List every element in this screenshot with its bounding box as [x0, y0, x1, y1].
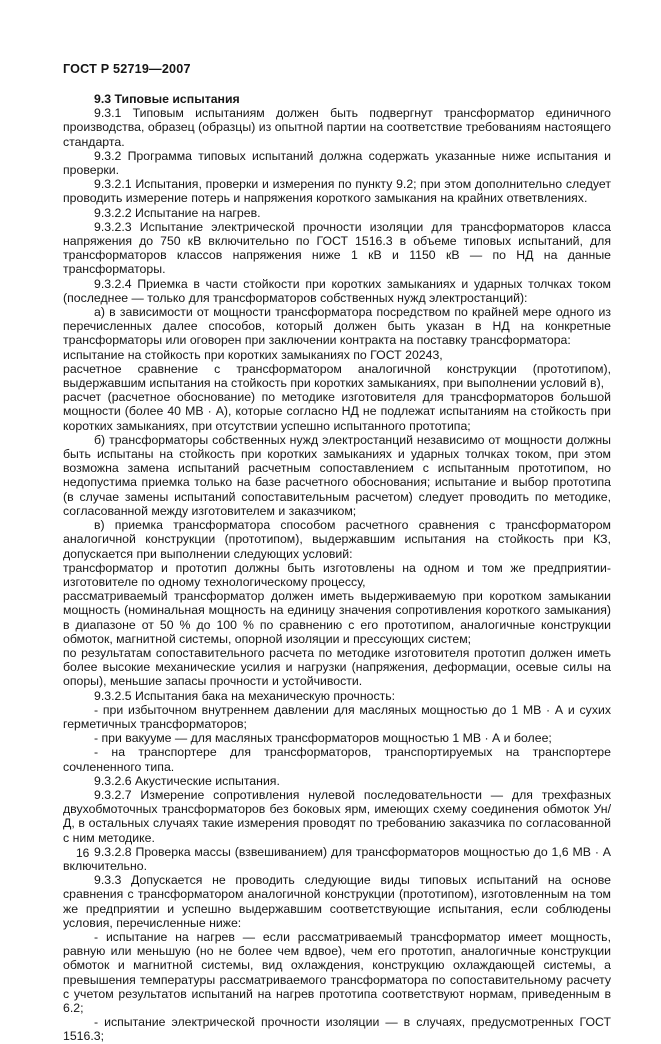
paragraph: - испытание на нагрев — если рассматриваемый трансформатор имеет мощность, равную или меньшую (но не более чем вдвое), чем его прототип, аналогичные конструкции обмоток и магнитной системы, вид охлаждения, конструкцию охлаждающей системы, а превышения температуры рассматриваемого трансформатора по сопоставительному расчету с учетом результатов испытаний на нагрев прототипа соответствуют нормам, приведенным в 6.2;: [63, 929, 611, 1015]
paragraph: а) в зависимости от мощности трансформатора посредством по крайней мере одного из перечисленных далее способов, который должен быть указан в НД на конкретные трансформаторы или оговорен при заключении контракта на поставку трансформатора:: [63, 305, 611, 348]
paragraph: 9.3.2.5 Испытания бака на механическую прочность:: [94, 688, 396, 703]
paragraph: 9.3.2 Программа типовых испытаний должна содержать указанные ниже испытания и проверки.: [63, 148, 611, 178]
paragraph: 9.3.2.3 Испытание электрической прочности изоляции для трансформаторов класса напряжения до 750 кВ включительно по ГОСТ 1516.3 в объеме типовых испытаний, для трансформаторов классов напряжения ниже 1 кВ и 1150 кВ — по НД на данные трансформаторы.: [63, 219, 611, 277]
paragraph: - при избыточном внутреннем давлении для масляных мощностью до 1 МВ · А и сухих герметичных трансформаторов;: [63, 702, 611, 731]
paragraph: - на транспортере для трансформаторов, транспортируемых на транспортере сочлененного типа.: [63, 745, 611, 774]
paragraph: 9.3.1 Типовым испытаниям должен быть подвергнут трансформатор единичного производства, образец (образцы) из опытной партии на соответствие требованиям настоящего стандарта.: [63, 106, 611, 149]
document-header: ГОСТ Р 52719—2007: [63, 62, 191, 76]
paragraph: 9.3.2.2 Испытание на нагрев.: [94, 205, 261, 220]
paragraph: б) трансформаторы собственных нужд электростанций независимо от мощности должны быть испытаны на стойкость при коротких замыканиях и ударных толчках током, при этом возможна замена испытаний расчетным сопоставлением с испытанным прототипом, но недопустима приемка только на базе расчетного обоснования; испытание и выбор прототипа (в случае замены испытаний сопоставительным расчетом) следует проводить по методике, согласованной между изготовителем и заказчиком;: [63, 432, 611, 518]
paragraph: в) приемка трансформатора способом расчетного сравнения с трансформатором аналогичной конструкции (прототипом), выдержавшим испытания на стойкость при КЗ, допускается при выполнении следующих условий:: [63, 518, 611, 561]
sublist-item: испытание на стойкость при коротких замыканиях по ГОСТ 20243,: [63, 347, 443, 362]
paragraph: 9.3.2.1 Испытания, проверки и измерения по пункту 9.2; при этом дополнительно следует проводить измерение потерь и напряжения короткого замыкания на крайних ответвлениях.: [63, 177, 611, 206]
paragraph: 9.3.3 Допускается не проводить следующие виды типовых испытаний на основе сравнения с трансформатором аналогичной конструкции (прототипом), изготовленным на том же предприятии и успешно выдержавшим соответствующие испытания, если соблюдены условия, перечисленные ниже:: [63, 873, 611, 930]
sublist-item: расчет (расчетное обоснование) по методике изготовителя для трансформаторов большой мощности (более 40 МВ · А), которые согласно НД не подлежат испытаниям на стойкость при коротких замыканиях, при отсутствии успешно испытанного прототипа;: [63, 390, 611, 433]
section-heading: 9.3 Типовые испытания: [94, 92, 240, 106]
paragraph: - при вакууме — для масляных трансформаторов мощностью 1 МВ · А и более;: [94, 731, 552, 746]
paragraph: 9.3.2.4 Приемка в части стойкости при коротких замыканиях и ударных толчках током (последнее — только для трансформаторов собственных нужд электростанций):: [63, 276, 611, 305]
sublist-item: трансформатор и прототип должны быть изготовлены на одном и том же предприятии-изготовителе по одному технологическому процессу,: [63, 560, 611, 589]
sublist-item: по результатам сопоставительного расчета по методике изготовителя прототип должен иметь более высокие механические усилия и нагрузки (напряжения, деформации, осевые силы на опоры), меньшие запасы прочности и устойчивости.: [63, 645, 611, 689]
paragraph: 9.3.2.8 Проверка массы (взвешиванием) для трансформаторов мощностью до 1,6 МВ · А включительно.: [63, 844, 611, 873]
sublist-item: рассматриваемый трансформатор должен иметь выдерживаемую при коротком замыкании мощность (номинальная мощность на единицу значения сопротивления короткого замыкания) в диапазоне от 50 % до 100 % по сравнению с его прототипом, аналогичные конструкции обмоток, магнитной системы, опорной изоляции и прессующих систем;: [63, 589, 611, 646]
document-body: [63, 92, 611, 1044]
paragraph: - испытание электрической прочности изоляции — в случаях, предусмотренных ГОСТ 1516.3;: [63, 1015, 611, 1044]
page-number: 16: [76, 846, 90, 860]
sublist-item: расчетное сравнение с трансформатором аналогичной конструкции (прототипом), выдержавшим испытания на стойкость при коротких замыканиях, при выполнении условий в),: [63, 361, 611, 391]
paragraph: 9.3.2.7 Измерение сопротивления нулевой последовательности — для трехфазных двухобмоточных трансформаторов без боковых ярм, имеющих схему соединения обмоток Ун/Д, в остальных случаях такие измерения проводят по требованию заказчика по согласованной с ним методике.: [63, 787, 611, 845]
paragraph: 9.3.2.6 Акустические испытания.: [94, 773, 280, 788]
